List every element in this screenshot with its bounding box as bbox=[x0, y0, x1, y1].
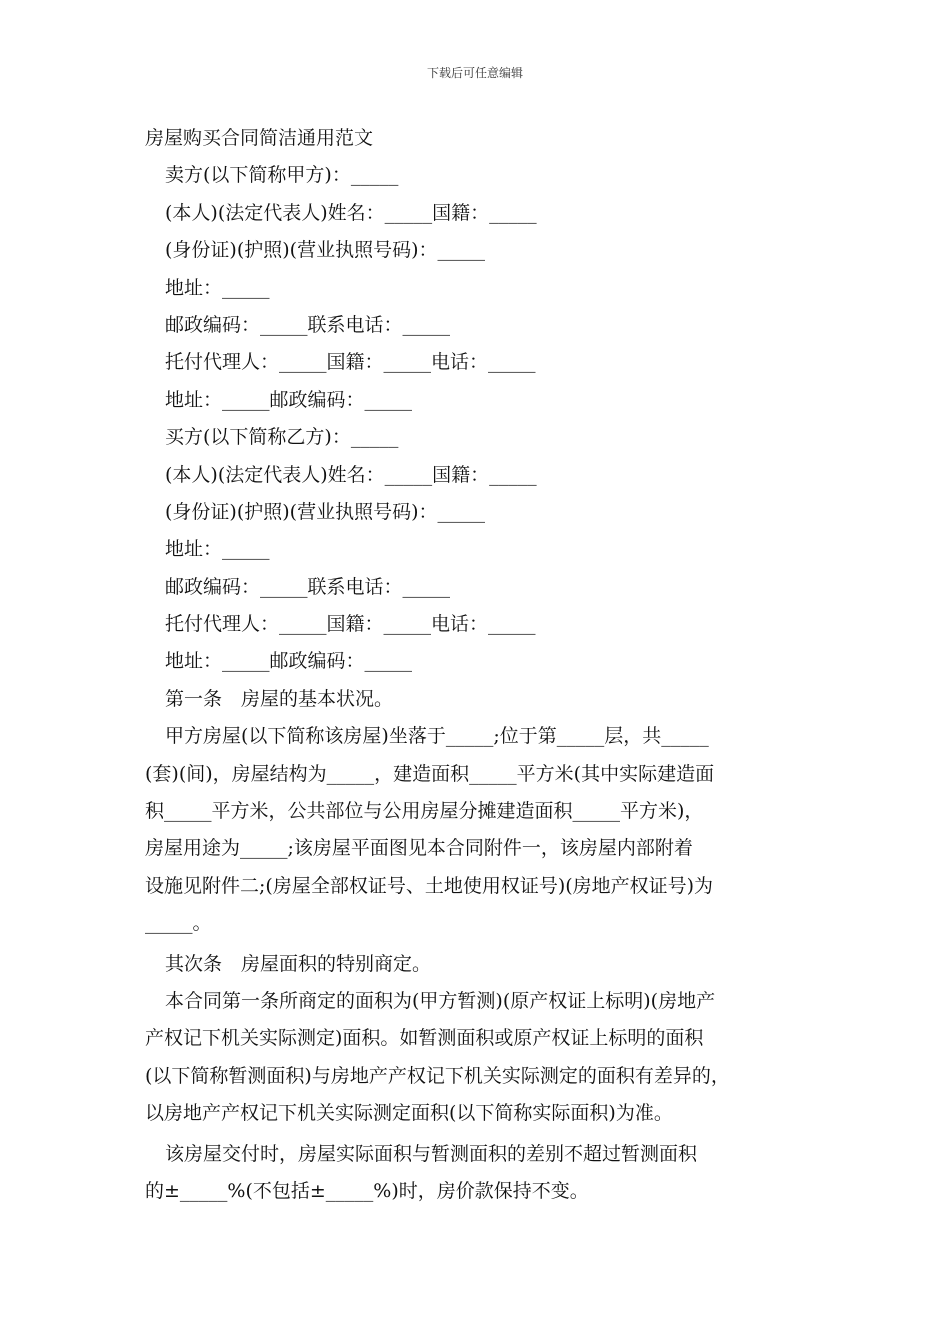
buyer-postcode-phone: 邮政编码：_____联系电话：_____ bbox=[165, 575, 451, 598]
article-1-text-line: _____。 bbox=[145, 912, 212, 935]
article-1-text-line: 房屋用途为_____;该房屋平面图见本合同附件一，该房屋内部附着 bbox=[145, 837, 693, 860]
page-header-note: 下载后可任意编辑 bbox=[426, 66, 523, 80]
buyer-address: 地址：_____ bbox=[165, 538, 270, 561]
seller-address: 地址：_____ bbox=[165, 276, 270, 299]
seller-id-number: (身份证)(护照)(营业执照号码)：_____ bbox=[165, 239, 485, 262]
article-1-heading: 第一条 房屋的基本状况。 bbox=[165, 687, 394, 710]
article-2-text-line: 以房地产产权记下机关实际测定面积(以下简称实际面积)为准。 bbox=[145, 1102, 673, 1125]
article-2-text-line: 的±_____%(不包括±_____%)时，房价款保持不变。 bbox=[145, 1179, 589, 1202]
seller-name-nationality: (本人)(法定代表人)姓名：_____国籍：_____ bbox=[165, 201, 537, 224]
buyer-agent: 托付代理人：_____国籍：_____电话：_____ bbox=[165, 613, 536, 636]
article-1-text-line: 设施见附件二;(房屋全部权证号、土地使用权证号)(房地产权证号)为 bbox=[145, 874, 714, 897]
article-2-text-line: 产权记下机关实际测定)面积。如暂测面积或原产权证上标明的面积 bbox=[145, 1027, 704, 1050]
buyer-intro: 买方(以下简称乙方)：_____ bbox=[165, 426, 399, 449]
contract-body bbox=[145, 120, 813, 1210]
article-2-text-line: (以下简称暂测面积)与房地产产权记下机关实际测定的面积有差异的， bbox=[145, 1064, 730, 1087]
article-1-text-line: (套)(间)，房屋结构为_____，建造面积_____平方米(其中实际建造面 bbox=[145, 762, 715, 785]
buyer-id-number: (身份证)(护照)(营业执照号码)：_____ bbox=[165, 500, 485, 523]
article-1-text-line: 甲方房屋(以下简称该房屋)坐落于_____;位于第_____层，共_____ bbox=[165, 725, 709, 748]
article-1-text-line: 积_____平方米，公共部位与公用房屋分摊建造面积_____平方米)， bbox=[145, 800, 704, 823]
buyer-agent-address: 地址：_____邮政编码：_____ bbox=[165, 650, 413, 673]
seller-intro: 卖方(以下简称甲方)：_____ bbox=[165, 164, 399, 187]
seller-agent-address: 地址：_____邮政编码：_____ bbox=[165, 388, 413, 411]
article-2-text-line: 该房屋交付时，房屋实际面积与暂测面积的差别不超过暂测面积 bbox=[165, 1142, 698, 1165]
article-2-heading: 其次条 房屋面积的特别商定。 bbox=[165, 952, 432, 975]
seller-agent: 托付代理人：_____国籍：_____电话：_____ bbox=[165, 351, 536, 374]
document-title: 房屋购买合同简洁通用范文 bbox=[145, 127, 374, 149]
buyer-name-nationality: (本人)(法定代表人)姓名：_____国籍：_____ bbox=[165, 463, 537, 486]
seller-postcode-phone: 邮政编码：_____联系电话：_____ bbox=[165, 313, 451, 336]
article-2-text-line: 本合同第一条所商定的面积为(甲方暂测)(原产权证上标明)(房地产 bbox=[165, 989, 716, 1012]
